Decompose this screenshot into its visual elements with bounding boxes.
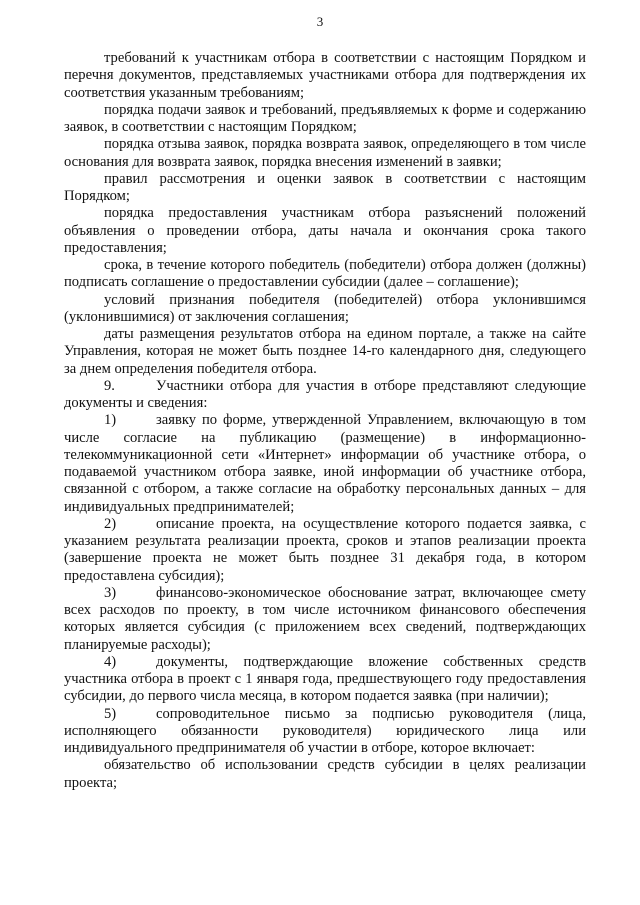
- paragraph-requirements: требований к участникам отбора в соответствии с настоящим Порядком и перечня документов, представляемых участниками отбора для подтверждения их соответствия указанным требованиям;: [64, 50, 586, 101]
- item-number: 5): [104, 705, 117, 722]
- item-text: сопроводительное письмо за подписью руководителя (лица, исполняющего обязанности руководителя) юридического лица или индивидуального предпринимателя об участии в отборе, которое включает:: [64, 705, 586, 756]
- section-9: [64, 378, 586, 413]
- paragraph-obligation: обязательство об использовании средств субсидии в целях реализации проекта;: [64, 757, 586, 791]
- page-number: 3: [316, 14, 324, 29]
- item-text: заявку по форме, утвержденной Управлением, включающую в том числе согласие на публикацию (размещение) в информационно-телекоммуникационной сети «Интернет» информации об участнике отбора, о подаваемой участником отбора заявке, иной информации об участнике отбора, связанной с отбором, а также согласие на обработку персональных данных – для индивидуальных предпринимателей;: [64, 412, 586, 515]
- paragraph-evasion: условий признания победителя (победителей) отбора уклонившимся (уклонившимися) от заключения соглашения;: [64, 291, 586, 325]
- list-item: [64, 706, 586, 758]
- item-text: финансово-экономическое обоснование затрат, включающее смету всех расходов по проекту, в том числе источником финансового обеспечения которых является субсидия (с приложением всех сведений, подтверждающих планируемые расходы);: [64, 584, 586, 653]
- item-text: документы, подтверждающие вложение собственных средств участника отбора в проект с 1 января года, предшествующего году предоставления субсидии, до первого числа месяца, в котором подается заявка (при наличии);: [64, 653, 586, 705]
- paragraph-publication-date: даты размещения результатов отбора на едином портале, а также на сайте Управления, которая не может быть позднее 14-го календарного дня, следующего за днем определения победителя отбора.: [64, 326, 586, 377]
- item-number: 4): [104, 653, 117, 670]
- list-item: [64, 412, 586, 516]
- item-number: 1): [104, 412, 117, 429]
- section-text: Участники отбора для участия в отборе представляют следующие документы и сведения:: [64, 377, 586, 411]
- paragraph-withdrawal: порядка отзыва заявок, порядка возврата заявок, определяющего в том числе основания для возврата заявок, порядка внесения изменений в заявки;: [64, 136, 586, 170]
- item-number: 2): [104, 515, 117, 532]
- paragraph-signing-deadline: срока, в течение которого победитель (победители) отбора должен (должны) подписать соглашение о предоставлении субсидии (далее – соглашение);: [64, 257, 586, 291]
- paragraph-clarifications: порядка предоставления участникам отбора разъяснений положений объявления о проведении отбора, даты начала и окончания срока такого предоставления;: [64, 205, 586, 256]
- list-item: [64, 654, 586, 706]
- item-number: 3): [104, 584, 117, 601]
- item-text: описание проекта, на осуществление которого подается заявка, с указанием результата реализации проекта, сроков и этапов реализации проекта (завершение проекта не может быть позднее 31 декабря года, в котором предоставлена субсидия);: [64, 515, 586, 584]
- document-body: [64, 50, 586, 792]
- section-number: 9.: [104, 377, 115, 394]
- paragraph-review-rules: правил рассмотрения и оценки заявок в соответствии с настоящим Порядком;: [64, 170, 586, 204]
- list-item: [64, 516, 586, 585]
- list-item: [64, 585, 586, 654]
- paragraph-submission: порядка подачи заявок и требований, предъявляемых к форме и содержанию заявок, в соответствии с настоящим Порядком;: [64, 101, 586, 135]
